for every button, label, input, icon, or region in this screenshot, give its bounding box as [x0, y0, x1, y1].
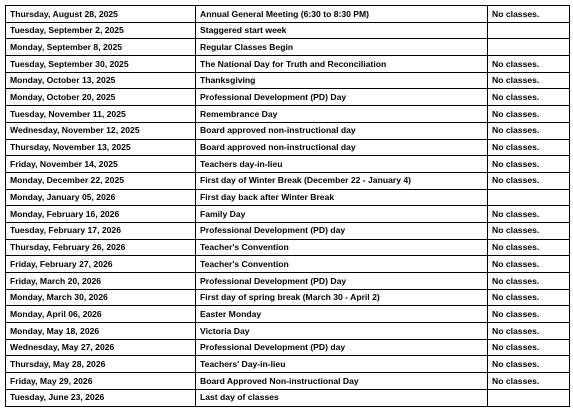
event-cell: Last day of classes [196, 389, 488, 406]
event-cell: Teachers day-in-lieu [196, 156, 488, 173]
table-row [6, 156, 570, 173]
table-row [6, 239, 570, 256]
table-row [6, 39, 570, 56]
date-cell: Wednesday, November 12, 2025 [6, 122, 196, 139]
school-calendar-table [5, 5, 570, 407]
table-row [6, 172, 570, 189]
date-cell: Monday, May 18, 2026 [6, 323, 196, 340]
table-row [6, 256, 570, 273]
table-row [6, 6, 570, 23]
date-cell: Monday, January 05, 2026 [6, 189, 196, 206]
event-cell: Professional Development (PD) Day [196, 273, 488, 290]
event-cell: Professional Development (PD) day [196, 339, 488, 356]
date-cell: Tuesday, September 2, 2025 [6, 22, 196, 39]
table-row [6, 373, 570, 390]
table-row [6, 72, 570, 89]
table-row [6, 89, 570, 106]
table-row [6, 273, 570, 290]
note-cell: No classes. [488, 172, 570, 189]
date-cell: Tuesday, November 11, 2025 [6, 106, 196, 123]
event-cell: Professional Development (PD) Day [196, 89, 488, 106]
table-row [6, 222, 570, 239]
note-cell: No classes. [488, 323, 570, 340]
note-cell: No classes. [488, 122, 570, 139]
event-cell: Annual General Meeting (6:30 to 8:30 PM) [196, 6, 488, 23]
date-cell: Thursday, November 13, 2025 [6, 139, 196, 156]
event-cell: Thanksgiving [196, 72, 488, 89]
date-cell: Tuesday, February 17, 2026 [6, 222, 196, 239]
note-cell [488, 189, 570, 206]
date-cell: Thursday, February 26, 2026 [6, 239, 196, 256]
date-cell: Monday, December 22, 2025 [6, 172, 196, 189]
event-cell: Teacher's Convention [196, 239, 488, 256]
table-row [6, 56, 570, 73]
note-cell: No classes. [488, 273, 570, 290]
event-cell: Board Approved Non-instructional Day [196, 373, 488, 390]
table-row [6, 289, 570, 306]
note-cell: No classes. [488, 356, 570, 373]
date-cell: Wednesday, May 27, 2026 [6, 339, 196, 356]
table-row [6, 306, 570, 323]
note-cell: No classes. [488, 256, 570, 273]
date-cell: Monday, March 30, 2026 [6, 289, 196, 306]
event-cell: First day of Winter Break (December 22 - January 4) [196, 172, 488, 189]
note-cell: No classes. [488, 339, 570, 356]
note-cell: No classes. [488, 106, 570, 123]
event-cell: Victoria Day [196, 323, 488, 340]
date-cell: Tuesday, June 23, 2026 [6, 389, 196, 406]
event-cell: Regular Classes Begin [196, 39, 488, 56]
note-cell [488, 39, 570, 56]
event-cell: Teachers' Day-in-lieu [196, 356, 488, 373]
table-row [6, 139, 570, 156]
note-cell: No classes. [488, 239, 570, 256]
event-cell: First day back after Winter Break [196, 189, 488, 206]
date-cell: Friday, March 20, 2026 [6, 273, 196, 290]
date-cell: Friday, November 14, 2025 [6, 156, 196, 173]
table-row [6, 339, 570, 356]
date-cell: Monday, October 13, 2025 [6, 72, 196, 89]
date-cell: Friday, February 27, 2026 [6, 256, 196, 273]
note-cell: No classes. [488, 156, 570, 173]
date-cell: Monday, October 20, 2025 [6, 89, 196, 106]
event-cell: The National Day for Truth and Reconciliation [196, 56, 488, 73]
event-cell: Staggered start week [196, 22, 488, 39]
note-cell: No classes. [488, 289, 570, 306]
table-row [6, 389, 570, 406]
note-cell: No classes. [488, 89, 570, 106]
event-cell: Family Day [196, 206, 488, 223]
note-cell [488, 389, 570, 406]
table-row [6, 206, 570, 223]
table-row [6, 323, 570, 340]
date-cell: Thursday, May 28, 2026 [6, 356, 196, 373]
date-cell: Tuesday, September 30, 2025 [6, 56, 196, 73]
note-cell: No classes. [488, 206, 570, 223]
table-row [6, 356, 570, 373]
event-cell: Board approved non-instructional day [196, 122, 488, 139]
calendar-body [6, 6, 570, 407]
date-cell: Thursday, August 28, 2025 [6, 6, 196, 23]
date-cell: Monday, April 06, 2026 [6, 306, 196, 323]
table-row [6, 106, 570, 123]
date-cell: Friday, May 29, 2026 [6, 373, 196, 390]
event-cell: Teacher's Convention [196, 256, 488, 273]
note-cell: No classes. [488, 6, 570, 23]
note-cell: No classes. [488, 72, 570, 89]
note-cell: No classes. [488, 139, 570, 156]
event-cell: First day of spring break (March 30 - April 2) [196, 289, 488, 306]
table-row [6, 122, 570, 139]
event-cell: Remembrance Day [196, 106, 488, 123]
note-cell: No classes. [488, 222, 570, 239]
note-cell: No classes. [488, 306, 570, 323]
event-cell: Easter Monday [196, 306, 488, 323]
table-row [6, 22, 570, 39]
date-cell: Monday, September 8, 2025 [6, 39, 196, 56]
event-cell: Professional Development (PD) day [196, 222, 488, 239]
note-cell [488, 22, 570, 39]
event-cell: Board approved non-instructional day [196, 139, 488, 156]
note-cell: No classes. [488, 56, 570, 73]
table-row [6, 189, 570, 206]
date-cell: Monday, February 16, 2026 [6, 206, 196, 223]
note-cell: No classes. [488, 373, 570, 390]
